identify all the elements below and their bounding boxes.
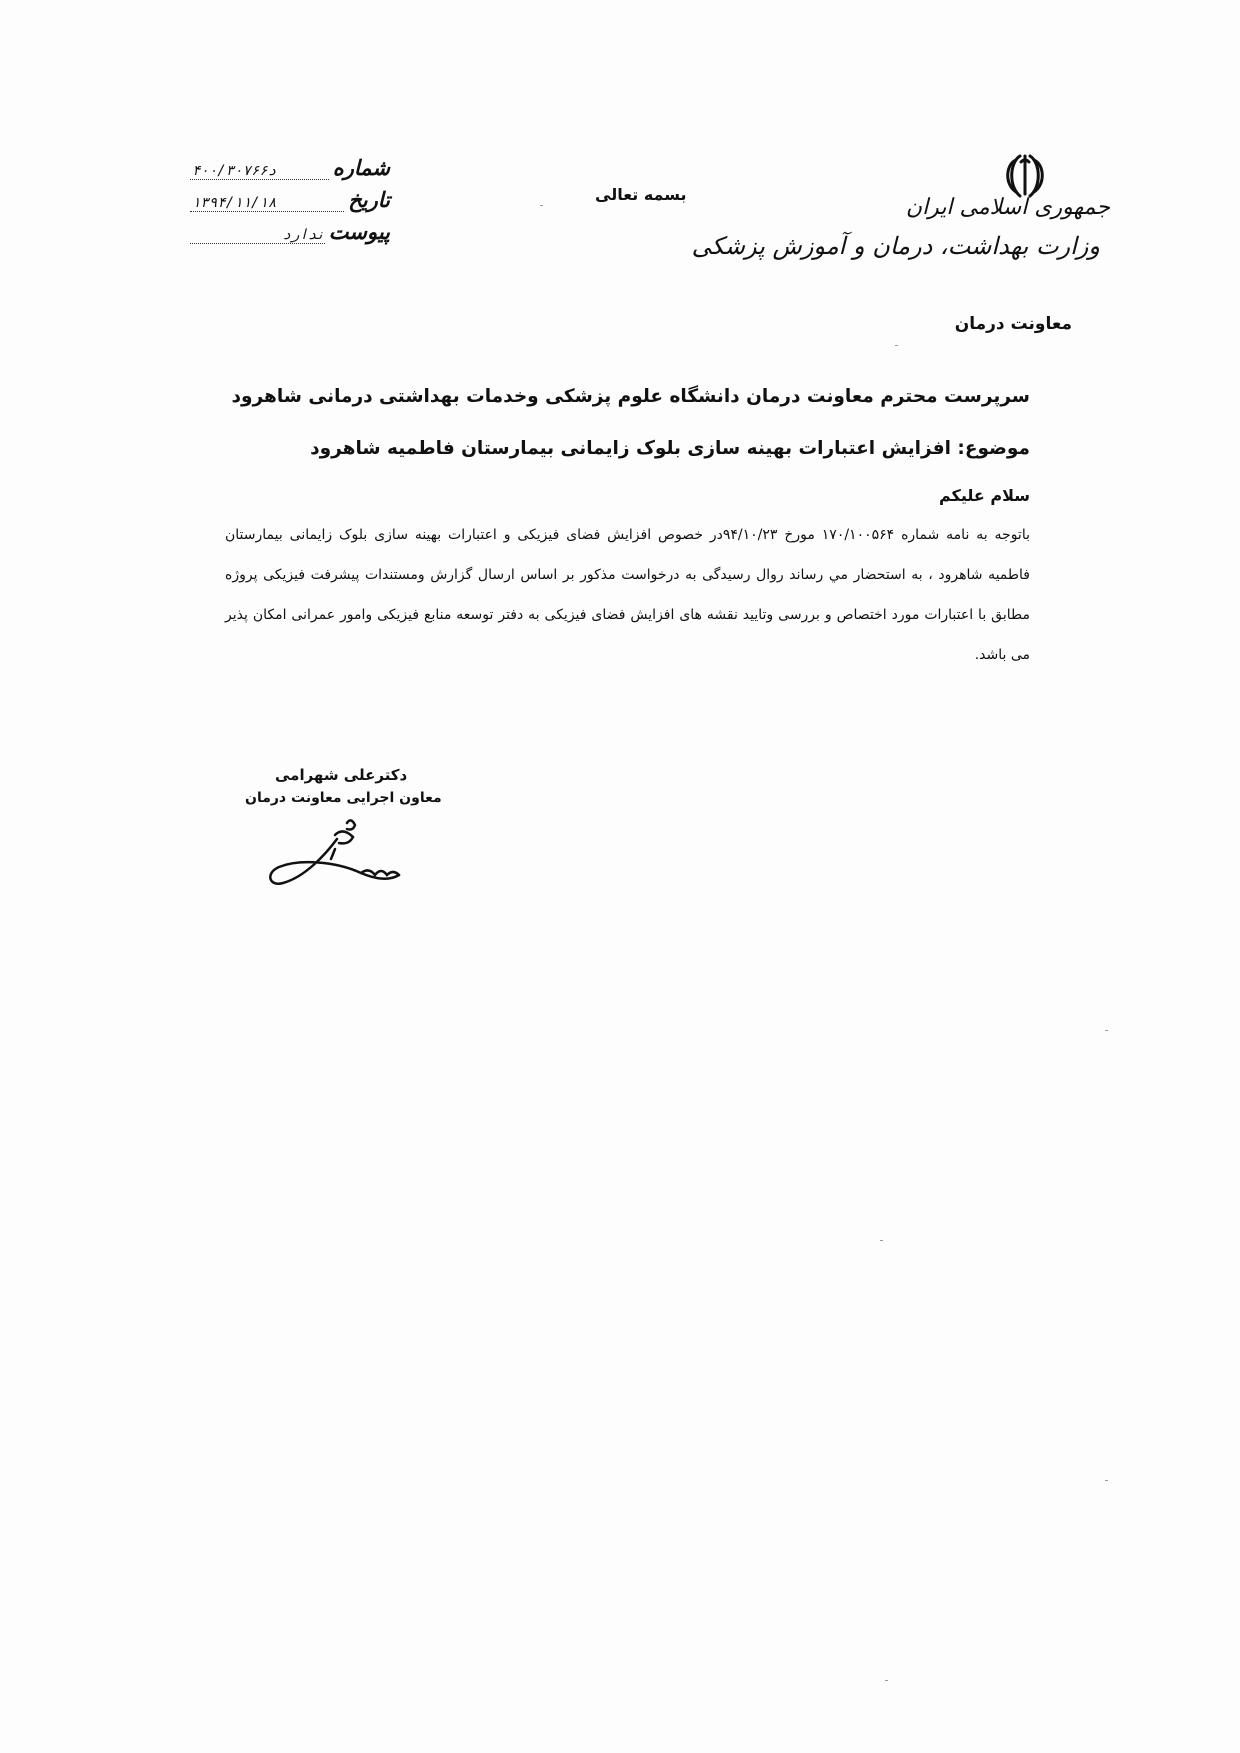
addressee-line: سرپرست محترم معاونت درمان دانشگاه علوم پزشکی وخدمات بهداشتی درمانی شاهرود [231, 386, 1030, 407]
number-label: شماره [332, 155, 390, 180]
invocation: بسمه تعالی [595, 185, 687, 204]
department-name: معاونت درمان [954, 314, 1072, 334]
attachment-value: ندارد [190, 227, 325, 244]
signer-title: معاون اجرایی معاونت درمان [245, 790, 442, 806]
date-value: ۱۳۹۴/۱۱/۱۸ [190, 195, 344, 212]
number-row [190, 155, 390, 187]
date-label: تاریخ [348, 187, 390, 212]
scan-speck [885, 1680, 888, 1681]
scan-speck [895, 345, 898, 346]
signer-name: دکترعلی شهرامی [275, 766, 408, 784]
handwritten-signature-icon [265, 815, 425, 895]
greeting-line: سلام علیکم [938, 486, 1030, 505]
ministry-name: وزارت بهداشت، درمان و آموزش پزشکی [691, 232, 1100, 260]
scan-speck [880, 1240, 883, 1241]
scan-speck [540, 205, 543, 206]
date-row [190, 187, 390, 219]
number-value: د۴۰۰/۳۰۷۶۶ [190, 163, 329, 180]
scan-speck [1105, 1480, 1108, 1481]
country-name: جمهوری اسلامی ایران [905, 195, 1110, 220]
attachment-row [190, 219, 390, 251]
subject-line: موضوع: افزایش اعتبارات بهینه سازی بلوک زایمانی بیمارستان فاطمیه شاهرود [310, 438, 1030, 459]
attachment-label: پیوست [328, 219, 390, 244]
scan-speck [1105, 1030, 1108, 1031]
letter-meta [190, 155, 390, 251]
letter-body: باتوجه به نامه شماره ۱۷۰/۱۰۰۵۶۴ مورخ ۹۴/۱۰/۲۳در خصوص افزایش فضای فیزیکی و اعتبارات بهینه سازی بلوک زایمانی بیمارستان فاطمیه شاهرود ، به استحضار مي رساند روال رسیدگی به درخواست مذکور بر اساس ارسال گزارش ومستندات پیشرفت فیزیکی پروژه مطابق با اعتبارات مورد اختصاص و بررسی وتایید نقشه های افزایش فضای فیزیکی به دفتر توسعه منابع فیزیکی وامور عمرانی امکان پذیر می باشد. [225, 527, 1030, 663]
